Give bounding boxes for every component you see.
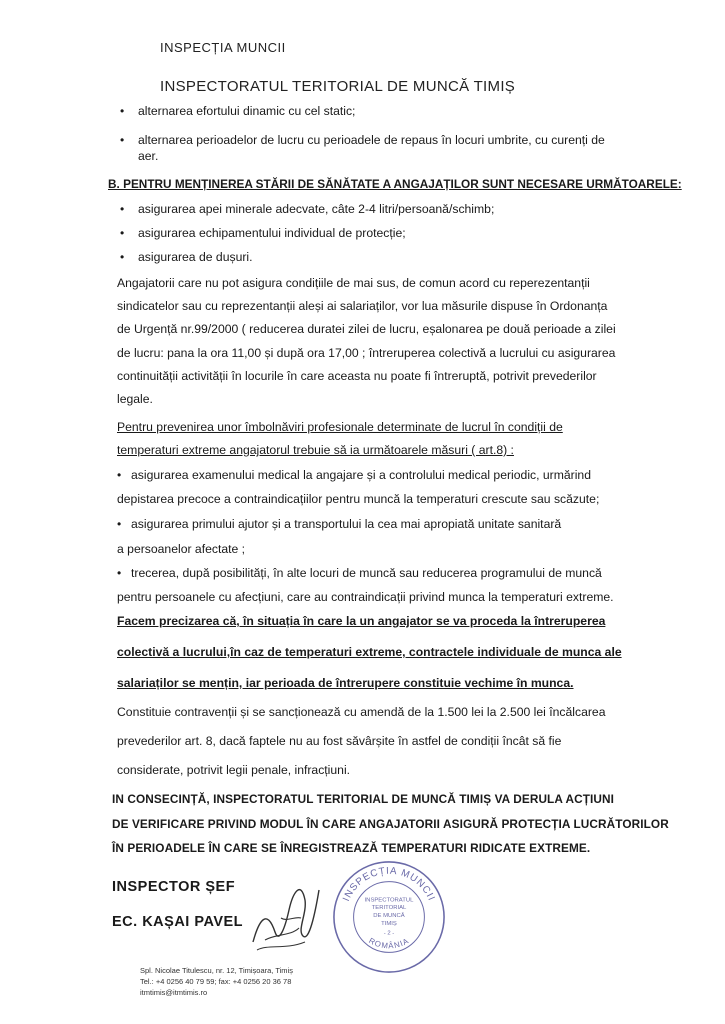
svg-text:ROMÂNIA xyxy=(367,936,410,950)
bullet-icon: • xyxy=(117,468,122,482)
measure-line: asigurarea primului ajutor și a transportului la cea mai apropiată unitate sanitară xyxy=(131,517,562,531)
bullet-icon: • xyxy=(120,133,125,147)
bullet-icon: • xyxy=(117,517,122,531)
measure-line: pentru persoanele cu afecțiuni, care au contraindicații privind munca la temperaturi extreme. xyxy=(117,590,614,604)
conclusion-line: ÎN PERIOADELE ÎN CARE SE ÎNREGISTREAZĂ TEMPERATURI RIDICATE EXTREME. xyxy=(112,841,591,855)
paragraph-line: Angajatorii care nu pot asigura condițiile de mai sus, de comun acord cu reperezentanții xyxy=(117,276,590,290)
stamp-inner-line: TIMIȘ xyxy=(381,920,397,927)
emphasis-line: salariaților se mențin, iar perioada de întrerupere constituie vechime în munca. xyxy=(117,676,574,690)
bullet-icon: • xyxy=(117,566,122,580)
stamp-outer-top: INSPECȚIA MUNCII xyxy=(341,865,437,904)
contravention-line: prevederilor art. 8, dacă faptele nu au fost săvârșite în astfel de condiții încât să fie xyxy=(117,734,562,748)
conclusion-line: DE VERIFICARE PRIVIND MODUL ÎN CARE ANGAJATORII ASIGURĂ PROTECȚIA LUCRĂTORILOR xyxy=(112,817,669,831)
official-stamp xyxy=(330,858,448,976)
stamp-inner-line: INSPECTORATUL xyxy=(364,897,414,904)
paragraph-line: de Urgență nr.99/2000 ( reducerea duratei zilei de lucru, eșalonarea pe două perioade a zilei xyxy=(117,322,616,336)
bullet-icon: • xyxy=(120,104,125,118)
prevention-title-line: temperaturi extreme angajatorul trebuie să ia următoarele măsuri ( art.8) : xyxy=(117,443,514,457)
measure-line: asigurarea examenului medical la angajare și a controlului medical periodic, urmărind xyxy=(131,468,591,482)
contravention-line: Constituie contravenții și se sancționează cu amendă de la 1.500 lei la 2.500 lei încălcarea xyxy=(117,705,606,719)
contravention-line: considerate, potrivit legii penale, infracțiuni. xyxy=(117,763,351,777)
stamp-inner-line: DE MUNCĂ xyxy=(373,913,405,919)
list-item: asigurarea echipamentului individual de protecție; xyxy=(138,226,406,240)
paragraph-line: de lucru: pana la ora 11,00 și după ora 17,00 ; întreruperea colectivă a lucrului cu asigurarea xyxy=(117,346,616,360)
paragraph-line: continuității activității în locurile în care aceasta nu poate fi întreruptă, potrivit prevederilor xyxy=(117,369,597,383)
list-item: alternarea efortului dinamic cu cel static; xyxy=(138,104,356,118)
bullet-icon: • xyxy=(120,226,125,240)
emphasis-line: Facem precizarea că, în situația în care la un angajator se va proceda la întreruperea xyxy=(117,614,606,628)
stamp-outer-bottom: ROMÂNIA xyxy=(367,936,411,951)
bullet-icon: • xyxy=(120,202,125,216)
signature-name: EC. KAȘAI PAVEL xyxy=(112,914,244,930)
measure-line: depistarea precoce a contraindicațiilor pentru muncă la temperaturi crescute sau scăzute; xyxy=(117,492,600,506)
list-item: alternarea perioadelor de lucru cu perioadele de repaus în locuri umbrite, cu curenți de xyxy=(138,133,605,147)
stamp-number: - 2 - xyxy=(383,930,395,937)
footer-email: itmtimis@itmtimis.ro xyxy=(140,988,208,997)
bullet-icon: • xyxy=(120,250,125,264)
footer-address: Spl. Nicolae Titulescu, nr. 12, Timișoara, Timiș xyxy=(140,966,293,975)
footer-phone: Tel.: +4 0256 40 79 59; fax: +4 0256 20 36 78 xyxy=(140,977,292,986)
org-header: INSPECȚIA MUNCII xyxy=(160,40,286,55)
paragraph-line: sindicatelor sau cu reprezentanții aleși ai salariaților, vor lua măsurile dispuse în Ordonanța xyxy=(117,299,608,313)
emphasis-line: colectivă a lucrului,în caz de temperaturi extreme, contractele individuale de munca ale xyxy=(117,645,622,659)
signature-role: INSPECTOR ȘEF xyxy=(112,879,236,895)
inspectorate-header: INSPECTORATUL TERITORIAL DE MUNCĂ TIMIȘ xyxy=(160,78,516,95)
handwritten-signature xyxy=(245,870,325,960)
conclusion-line: IN CONSECINȚĂ, INSPECTORATUL TERITORIAL DE MUNCĂ TIMIȘ VA DERULA ACȚIUNI xyxy=(112,792,615,806)
measure-line: a persoanelor afectate ; xyxy=(117,542,246,556)
list-item: asigurarea apei minerale adecvate, câte 2-4 litri/persoană/schimb; xyxy=(138,202,495,216)
prevention-title-line: Pentru prevenirea unor îmbolnăviri profesionale determinate de lucrul în condiții de xyxy=(117,420,563,434)
stamp-inner-line: TERITORIAL xyxy=(371,905,407,912)
list-item: asigurarea de dușuri. xyxy=(138,250,253,264)
section-b-title: B. PENTRU MENȚINEREA STĂRII DE SĂNĂTATE A ANGAJAȚILOR SUNT NECESARE URMĂTOARELE: xyxy=(108,177,682,191)
list-item-continuation: aer. xyxy=(138,149,159,163)
paragraph-line: legale. xyxy=(117,392,153,406)
measure-line: trecerea, după posibilități, în alte locuri de muncă sau reducerea programului de muncă xyxy=(131,566,602,580)
